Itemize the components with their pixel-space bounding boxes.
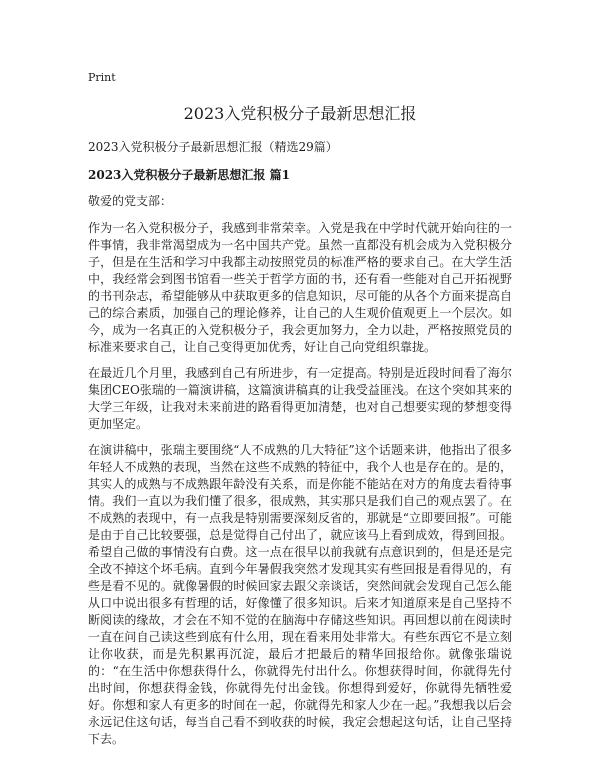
- section-heading: 2023入党积极分子最新思想汇报 篇1: [88, 168, 290, 182]
- paragraph-3: 在演讲稿中，张瑞主要围绕“人不成熟的几大特征”这个话题来讲，他指出了很多年轻人不成熟的表现，当然在这些不成熟的特征中，我个人也是存在的。是的，其实人的成熟与不成熟跟年龄没有关系，而是你能不能站在对方的角度去看待事情。我们一直以为我们懂了很多，很成熟，其实那只是我们自己的观点罢了。在不成熟的表现中，有一点我是特别需要深刻反省的，那就是“立即要回报”。可能是由于自己比较要强，总是觉得自己付出了，就应该马上看到成效，得到回报。希望自己做的事情没有白费。这一点在很早以前我就有点意识到的，但是还是完全改不掉这个坏毛病。直到今年暑假我突然才发现其实有些回报是看得见的，有些是看不见的。就像暑假的时候回家去跟父亲谈话，突然间就会发现自己怎么能从口中说出很多有哲理的话，好像懂了很多知识。后来才知道原来是自己坚持不断阅读的缘故，才会在不知不觉的在脑海中存储这些知识。再回想以前在阅读时一直在问自己读这些到底有什么用，现在看来用处非常大。有些东西它不是立刻让你收获，而是先积累再沉淀，最后才把最后的精华回报给你。就像张瑞说的：“在生活中你想获得什么，你就得先付出什么。你想获得时间，你就得先付出时间，你想获得金钱，你就得先付出金钱。你想得到爱好，你就得先牺牲爱好。你想和家人有更多的时间在一起，你就得先和家人少在一起。”我想我以后会永远记住这句话，每当自己看不到收获的时候，我定会想起这句话，让自己坚持下去。: [88, 443, 512, 746]
- page-title: 2023入党积极分子最新思想汇报: [183, 104, 417, 123]
- document-subtitle: 2023入党积极分子最新思想汇报（精选29篇）: [88, 140, 338, 154]
- paragraph-1: 作为一名入党积极分子，我感到非常荣幸。入党是我在中学时代就开始向往的一件事情，我非常渴望成为一名中国共产党。虽然一直都没有机会成为入党积极分子，但是在生活和学习中我都主动按照党员的标准严格的要求自己。在大学生活中，我经常会到图书馆看一些关于哲学方面的书，还有看一些能对自己开拓视野的书刊杂志，希望能够从中获取更多的信息知识，尽可能的从各个方面来提高自己的综合素质，加强自己的理论修养，让自己的人生观价值观更上一个层次。如今，成为一名真正的入党积极分子，我会更加努力，全力以赴，严格按照党员的标准来要求自己，让自己变得更加优秀，好让自己向党组织靠拢。: [88, 221, 512, 354]
- paragraph-2: 在最近几个月里，我感到自己有所进步，有一定提高。特别是近段时间看了海尔集团CEO张瑞的一篇演讲稿，这篇演讲稿真的让我受益匪浅。在这个突如其来的大学三年级，让我对未来前进的路看得更加清楚，也对自己想要实现的梦想变得更加坚定。: [88, 366, 512, 431]
- print-link[interactable]: Print: [88, 71, 116, 84]
- document-page: [88, 66, 512, 757]
- salutation: 敬爱的党支部：: [88, 194, 173, 208]
